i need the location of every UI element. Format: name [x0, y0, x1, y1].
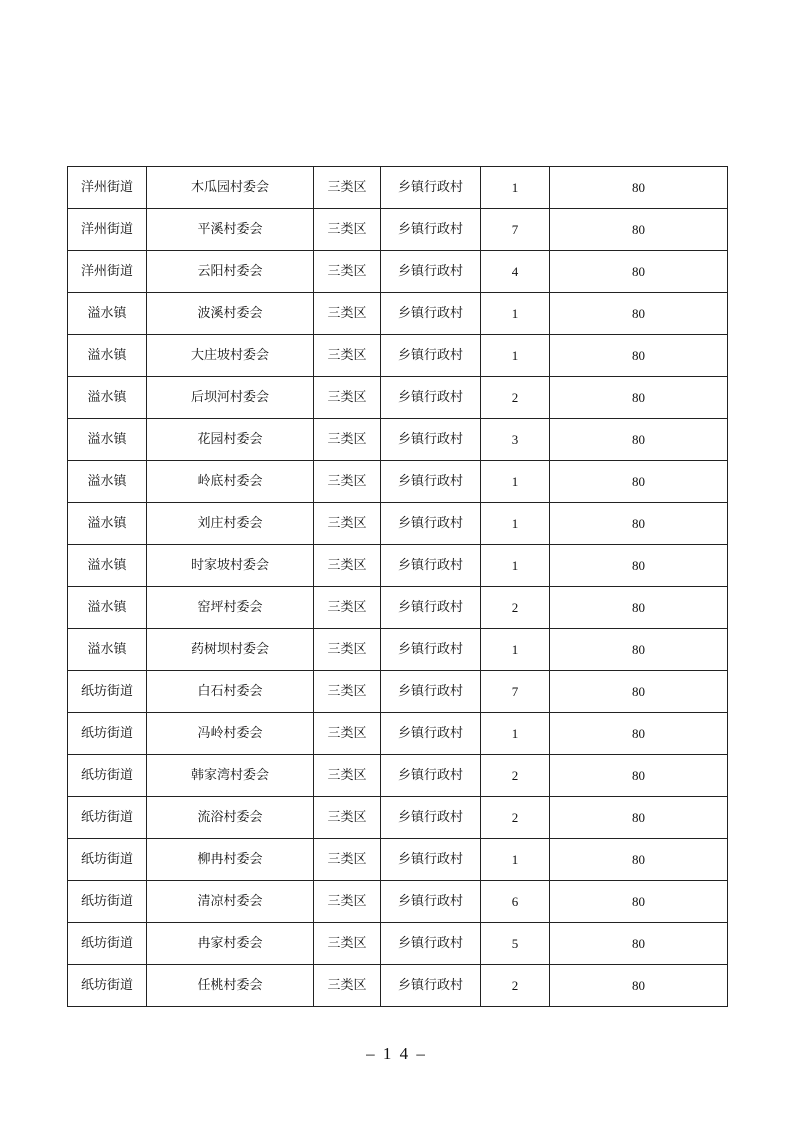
- amount-cell: 80: [550, 377, 728, 419]
- type-cell: 乡镇行政村: [381, 965, 481, 1007]
- table-row: [68, 503, 728, 545]
- table-row: [68, 419, 728, 461]
- category-cell: 三类区: [314, 251, 381, 293]
- category-cell: 三类区: [314, 839, 381, 881]
- village-table-body: [68, 167, 728, 1007]
- table-row: [68, 293, 728, 335]
- table-row: [68, 167, 728, 209]
- amount-cell: 80: [550, 839, 728, 881]
- town-cell: 纸坊街道: [68, 797, 147, 839]
- village-cell: 时家坡村委会: [147, 545, 314, 587]
- count-cell: 5: [481, 923, 550, 965]
- town-cell: 洋州街道: [68, 209, 147, 251]
- count-cell: 1: [481, 167, 550, 209]
- town-cell: 洋州街道: [68, 167, 147, 209]
- type-cell: 乡镇行政村: [381, 209, 481, 251]
- type-cell: 乡镇行政村: [381, 755, 481, 797]
- amount-cell: 80: [550, 503, 728, 545]
- village-cell: 冯岭村委会: [147, 713, 314, 755]
- type-cell: 乡镇行政村: [381, 713, 481, 755]
- type-cell: 乡镇行政村: [381, 923, 481, 965]
- amount-cell: 80: [550, 965, 728, 1007]
- type-cell: 乡镇行政村: [381, 629, 481, 671]
- type-cell: 乡镇行政村: [381, 671, 481, 713]
- village-cell: 柳冉村委会: [147, 839, 314, 881]
- table-row: [68, 461, 728, 503]
- village-cell: 清凉村委会: [147, 881, 314, 923]
- category-cell: 三类区: [314, 503, 381, 545]
- count-cell: 2: [481, 587, 550, 629]
- amount-cell: 80: [550, 209, 728, 251]
- town-cell: 溢水镇: [68, 335, 147, 377]
- count-cell: 3: [481, 419, 550, 461]
- type-cell: 乡镇行政村: [381, 377, 481, 419]
- village-cell: 后坝河村委会: [147, 377, 314, 419]
- count-cell: 1: [481, 293, 550, 335]
- category-cell: 三类区: [314, 461, 381, 503]
- amount-cell: 80: [550, 251, 728, 293]
- amount-cell: 80: [550, 293, 728, 335]
- count-cell: 2: [481, 755, 550, 797]
- category-cell: 三类区: [314, 881, 381, 923]
- town-cell: 溢水镇: [68, 377, 147, 419]
- category-cell: 三类区: [314, 923, 381, 965]
- count-cell: 4: [481, 251, 550, 293]
- village-cell: 冉家村委会: [147, 923, 314, 965]
- count-cell: 1: [481, 713, 550, 755]
- village-cell: 大庄坡村委会: [147, 335, 314, 377]
- village-cell: 白石村委会: [147, 671, 314, 713]
- village-cell: 窑坪村委会: [147, 587, 314, 629]
- count-cell: 1: [481, 335, 550, 377]
- type-cell: 乡镇行政村: [381, 587, 481, 629]
- category-cell: 三类区: [314, 965, 381, 1007]
- type-cell: 乡镇行政村: [381, 293, 481, 335]
- category-cell: 三类区: [314, 419, 381, 461]
- amount-cell: 80: [550, 923, 728, 965]
- table-row: [68, 713, 728, 755]
- table-row: [68, 629, 728, 671]
- count-cell: 7: [481, 209, 550, 251]
- amount-cell: 80: [550, 797, 728, 839]
- type-cell: 乡镇行政村: [381, 881, 481, 923]
- table-row: [68, 545, 728, 587]
- town-cell: 纸坊街道: [68, 713, 147, 755]
- amount-cell: 80: [550, 629, 728, 671]
- town-cell: 纸坊街道: [68, 839, 147, 881]
- town-cell: 溢水镇: [68, 461, 147, 503]
- type-cell: 乡镇行政村: [381, 419, 481, 461]
- category-cell: 三类区: [314, 797, 381, 839]
- table-row: [68, 965, 728, 1007]
- count-cell: 1: [481, 503, 550, 545]
- count-cell: 1: [481, 839, 550, 881]
- category-cell: 三类区: [314, 167, 381, 209]
- town-cell: 溢水镇: [68, 629, 147, 671]
- category-cell: 三类区: [314, 209, 381, 251]
- amount-cell: 80: [550, 335, 728, 377]
- amount-cell: 80: [550, 419, 728, 461]
- amount-cell: 80: [550, 587, 728, 629]
- amount-cell: 80: [550, 167, 728, 209]
- village-cell: 药树坝村委会: [147, 629, 314, 671]
- village-table: [67, 166, 728, 1007]
- amount-cell: 80: [550, 461, 728, 503]
- town-cell: 溢水镇: [68, 293, 147, 335]
- village-cell: 岭底村委会: [147, 461, 314, 503]
- count-cell: 2: [481, 965, 550, 1007]
- village-cell: 流浴村委会: [147, 797, 314, 839]
- town-cell: 溢水镇: [68, 419, 147, 461]
- category-cell: 三类区: [314, 293, 381, 335]
- category-cell: 三类区: [314, 629, 381, 671]
- table-row: [68, 377, 728, 419]
- table-row: [68, 881, 728, 923]
- table-row: [68, 671, 728, 713]
- amount-cell: 80: [550, 671, 728, 713]
- count-cell: 1: [481, 461, 550, 503]
- table-row: [68, 335, 728, 377]
- town-cell: 溢水镇: [68, 545, 147, 587]
- amount-cell: 80: [550, 881, 728, 923]
- table-row: [68, 209, 728, 251]
- town-cell: 纸坊街道: [68, 923, 147, 965]
- table-row: [68, 839, 728, 881]
- type-cell: 乡镇行政村: [381, 797, 481, 839]
- table-row: [68, 755, 728, 797]
- town-cell: 纸坊街道: [68, 881, 147, 923]
- type-cell: 乡镇行政村: [381, 503, 481, 545]
- count-cell: 2: [481, 797, 550, 839]
- village-cell: 木瓜园村委会: [147, 167, 314, 209]
- category-cell: 三类区: [314, 545, 381, 587]
- amount-cell: 80: [550, 545, 728, 587]
- page-number: – 1 4 –: [366, 1044, 427, 1063]
- town-cell: 洋州街道: [68, 251, 147, 293]
- table-row: [68, 587, 728, 629]
- village-cell: 平溪村委会: [147, 209, 314, 251]
- category-cell: 三类区: [314, 755, 381, 797]
- type-cell: 乡镇行政村: [381, 335, 481, 377]
- table-row: [68, 251, 728, 293]
- table-row: [68, 797, 728, 839]
- category-cell: 三类区: [314, 671, 381, 713]
- town-cell: 纸坊街道: [68, 965, 147, 1007]
- village-cell: 韩家湾村委会: [147, 755, 314, 797]
- town-cell: 溢水镇: [68, 503, 147, 545]
- category-cell: 三类区: [314, 587, 381, 629]
- count-cell: 7: [481, 671, 550, 713]
- village-cell: 波溪村委会: [147, 293, 314, 335]
- type-cell: 乡镇行政村: [381, 461, 481, 503]
- type-cell: 乡镇行政村: [381, 839, 481, 881]
- amount-cell: 80: [550, 755, 728, 797]
- village-cell: 刘庄村委会: [147, 503, 314, 545]
- category-cell: 三类区: [314, 377, 381, 419]
- town-cell: 溢水镇: [68, 587, 147, 629]
- amount-cell: 80: [550, 713, 728, 755]
- type-cell: 乡镇行政村: [381, 545, 481, 587]
- type-cell: 乡镇行政村: [381, 251, 481, 293]
- count-cell: 6: [481, 881, 550, 923]
- count-cell: 2: [481, 377, 550, 419]
- village-cell: 任桃村委会: [147, 965, 314, 1007]
- village-cell: 云阳村委会: [147, 251, 314, 293]
- count-cell: 1: [481, 545, 550, 587]
- town-cell: 纸坊街道: [68, 755, 147, 797]
- category-cell: 三类区: [314, 335, 381, 377]
- category-cell: 三类区: [314, 713, 381, 755]
- count-cell: 1: [481, 629, 550, 671]
- village-cell: 花园村委会: [147, 419, 314, 461]
- type-cell: 乡镇行政村: [381, 167, 481, 209]
- table-row: [68, 923, 728, 965]
- town-cell: 纸坊街道: [68, 671, 147, 713]
